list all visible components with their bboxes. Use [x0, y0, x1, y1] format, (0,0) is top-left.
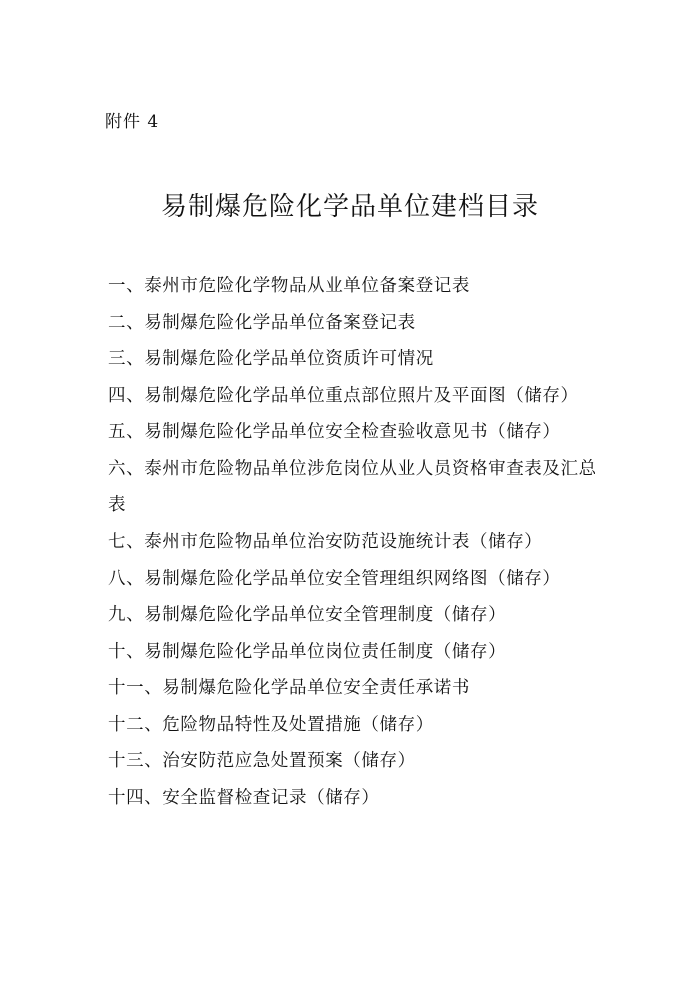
attachment-label: 附件 4: [105, 112, 160, 132]
toc-item: 二、易制爆危险化学品单位备案登记表: [108, 312, 416, 333]
toc-item: 十、易制爆危险化学品单位岗位责任制度（储存）: [108, 641, 507, 662]
table-of-contents: [108, 274, 608, 822]
toc-item: 十四、安全监督检查记录（储存）: [108, 787, 380, 808]
toc-item: 十三、治安防范应急处置预案（储存）: [108, 751, 416, 771]
toc-item: 十二、危险物品特性及处置措施（储存）: [108, 714, 434, 735]
toc-item: 四、易制爆危险化学品单位重点部位照片及平面图（储存）: [108, 385, 579, 406]
toc-item: 七、泰州市危险物品单位治安防范设施统计表（储存）: [108, 532, 543, 552]
toc-item: 六、泰州市危险物品单位涉危岗位从业人员资格审查表及汇总表: [108, 458, 597, 515]
toc-item: 十一、易制爆危险化学品单位安全责任承诺书: [108, 678, 470, 698]
page-title: 易制爆危险化学品单位建档目录: [160, 192, 539, 222]
toc-item: 八、易制爆危险化学品单位安全管理组织网络图（储存）: [108, 568, 561, 589]
toc-item: 五、易制爆危险化学品单位安全检查验收意见书（储存）: [108, 422, 561, 442]
toc-item: 三、易制爆危险化学品单位资质许可情况: [108, 349, 434, 369]
toc-item: 九、易制爆危险化学品单位安全管理制度（储存）: [108, 605, 507, 625]
toc-item: 一、泰州市危险化学物品从业单位备案登记表: [108, 276, 470, 296]
